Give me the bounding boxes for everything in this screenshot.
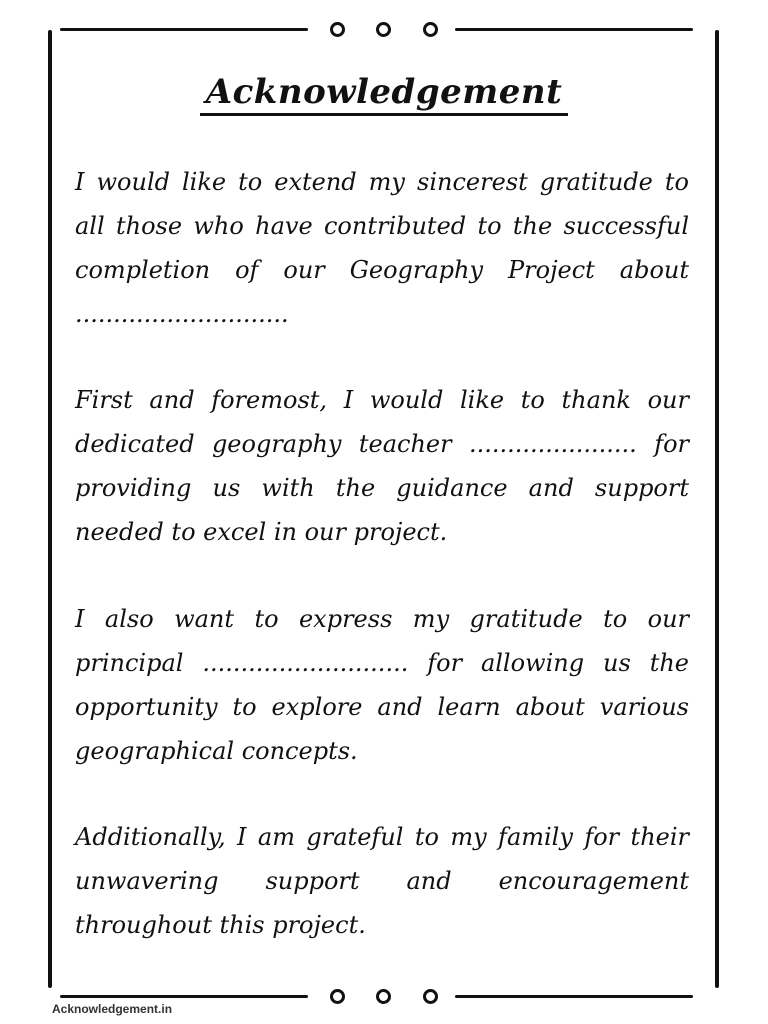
left-border-line [48, 30, 52, 988]
bottom-left-border-line [60, 995, 308, 998]
top-ornament-ring-icon [330, 22, 345, 37]
footer-watermark: Acknowledgement.in [52, 1002, 173, 1016]
top-ornament-ring-icon [423, 22, 438, 37]
paragraph-principal: I also want to express my gratitude to our principal ........................... for allowing us the opportunity to explore and learn about various geographical concepts. [75, 605, 689, 765]
paragraph-teacher: First and foremost, I would like to thank our dedicated geography teacher ...................... for providing us with the guidance and support needed to excel in our project. [75, 386, 689, 546]
paragraph-family: Additionally, I am grateful to my family for their unwavering support and encouragement throughout this project. [75, 823, 689, 939]
top-left-border-line [60, 28, 308, 31]
page-title: Acknowledgement [200, 74, 569, 116]
top-ornament-ring-icon [376, 22, 391, 37]
bottom-ornament-ring-icon [330, 989, 345, 1004]
paragraph-intro: I would like to extend my sincerest gratitude to all those who have contributed to the successful completion of our Geography Project about ............................ [75, 168, 689, 328]
bottom-right-border-line [455, 995, 693, 998]
bottom-ornament-ring-icon [423, 989, 438, 1004]
top-right-border-line [455, 28, 693, 31]
right-border-line [715, 30, 719, 988]
page-title-container [0, 72, 768, 116]
bottom-ornament-ring-icon [376, 989, 391, 1004]
